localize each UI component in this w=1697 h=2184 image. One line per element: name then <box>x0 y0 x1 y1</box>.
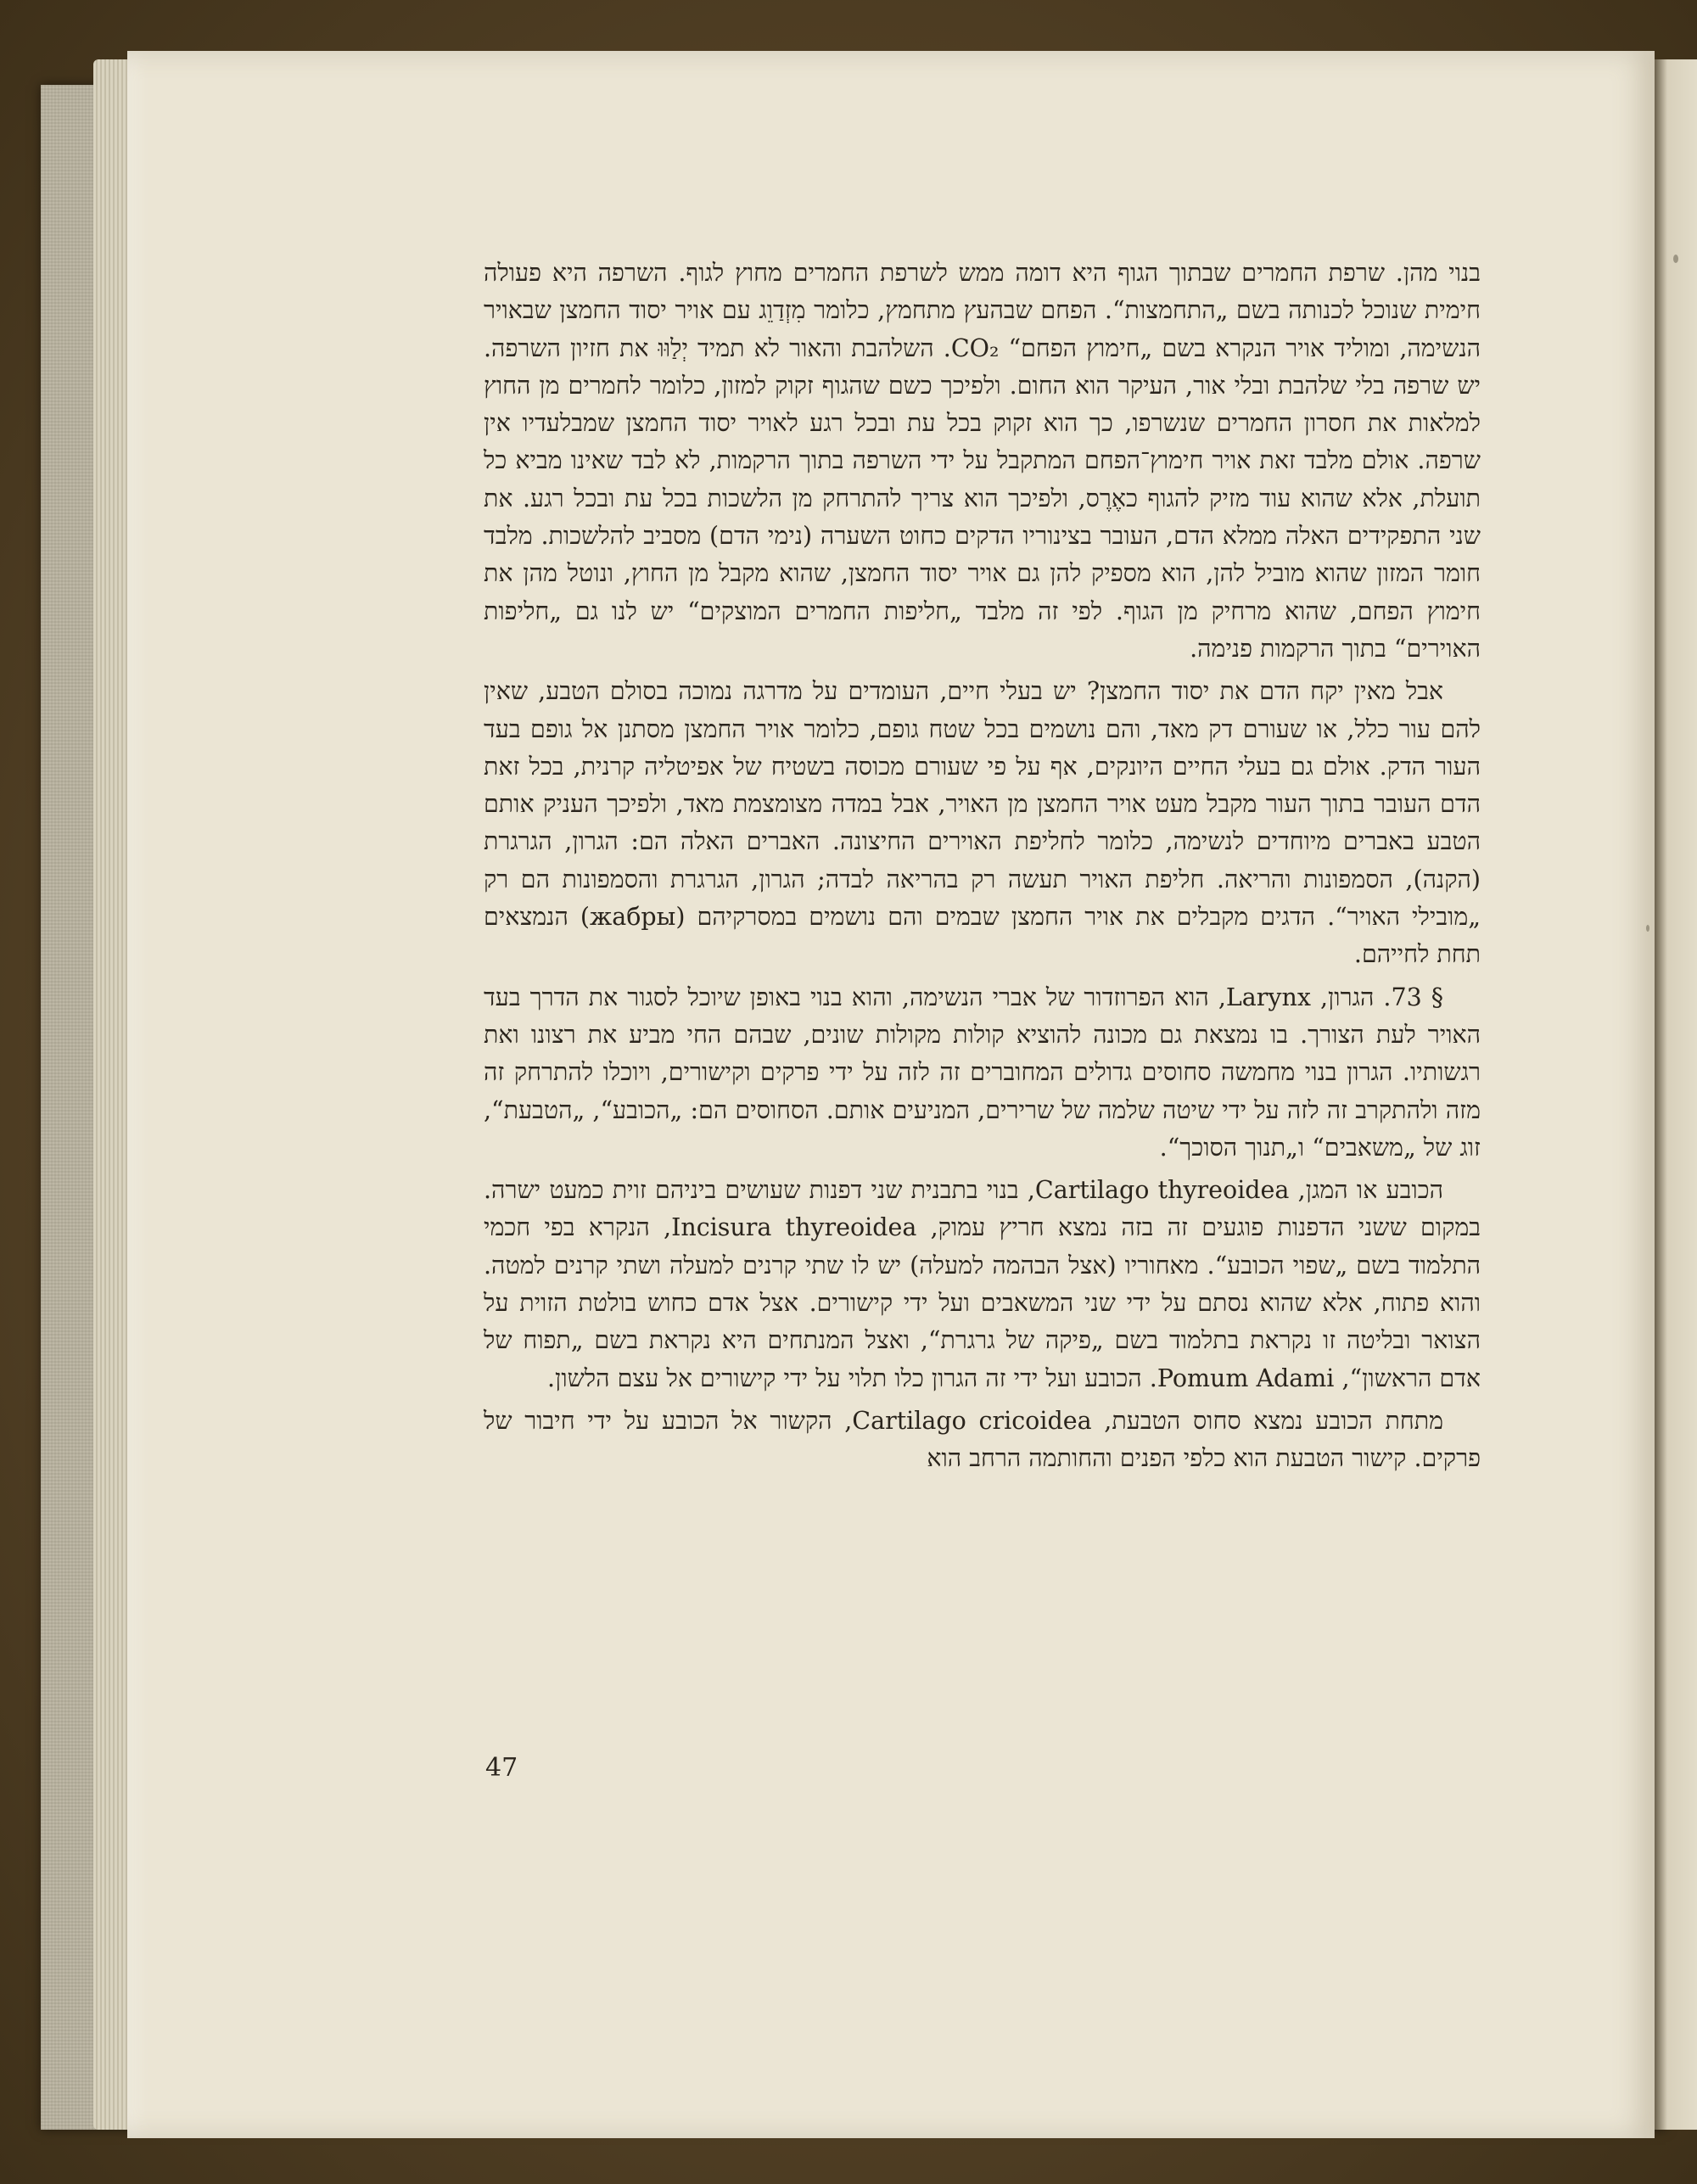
page-number: 47 <box>485 1753 518 1783</box>
paper-speck <box>1673 255 1678 263</box>
paragraph-5: מתחת הכובע נמצא סחוס הטבעת, Cartilago cricoidea, הקשור אל הכובע על ידי חיבור של פרקים. קישור הטבעת הוא כלפי הפנים והחותמה הרחב הוא <box>484 1406 1481 1473</box>
paragraph-1: בנוי מהן. שרפת החמרים שבתוך הגוף היא דומה ממש לשרפת החמרים מחוץ לגוף. השרפה היא פעולה חימית שנוכל לכנותה בשם „התחמצות“. הפחם שבהעץ מתחמץ, כלומר מִזְדַוֵג עם אויר יסוד החמצן שבאויר הנשימה, ומוליד אויר הנקרא בשם „חימוץ הפחם“ CO₂. השלהבת והאור לא תמיד יְלַוּוּ את חזיון השרפה. יש שרפה בלי שלהבת ובלי אור, העיקר הוא החום. ולפיכך כשם שהגוף זקוק למזון, כלומר לחמרים מן החוץ למלאות את חסרון החמרים שנשרפו, כך הוא זקוק בכל עת ובכל רגע לאויר יסוד החמצן שמבלעדיו אין שרפה. אולם מלבד זאת אויר חימוץ־הפחם המתקבל על ידי השרפה בתוך הרקמות, לא לבד שאינו מביא כל תועלת, אלא שהוא עוד מזיק להגוף כאֶרֶס, ולפיכך הוא צריך להתרחק מן הלשכות בכל עת ובכל רגע. את שני התפקידים האלה ממלא הדם, העובר בצינוריו הדקים כחוט השערה (נימי הדם) מסביב להלשכות. מלבד חומר המזון שהוא מוביל להן, הוא מספיק להן גם אויר יסוד החמצן, שהוא מקבל מן החוץ, ונוטל מהן את חימוץ הפחם, שהוא מרחיק מן הגוף. לפי זה מלבד „חליפות החמרים המוצקים“ יש לנו גם „חליפות האוירים“ בתוך הרקמות פנימה. <box>484 259 1481 663</box>
facing-page-edge <box>1655 59 1697 2130</box>
paper-speck <box>1646 925 1649 932</box>
paragraph-3-section-73: § 73. הגרון, Larynx, הוא הפרוזדור של אברי הנשימה, והוא בנוי באופן שיוכל לסגור את הדרך בעד האויר לעת הצורך. בו נמצאת גם מכונה להוציא קולות מקולות שונים, שבהם החי מביע את רצונו ואת רגשותיו. הגרון בנוי מחמשה סחוסים גדולים המחוברים זה לזה על ידי פרקים וקישורים, ויוכלו להתרחק זה מזה ולהתקרב זה לזה על ידי שיטה שלמה של שרירים, המניעים אותם. הסחוסים הם: „הכובע“, „הטבעת“, זוג של „משאבים“ ו„תנוך הסוכך“. <box>484 983 1481 1162</box>
paragraph-4: הכובע או המגן, Cartilago thyreoidea, בנוי בתבנית שני דפנות שעושים ביניהם זוית כמעט ישרה. במקום ששני הדפנות פוגעים זה בזה נמצא חריץ עמוק, Incisura thyreoidea, הנקרא בפי חכמי התלמוד בשם „שפוי הכובע“. מאחוריו (אצל הבהמה למעלה) יש לו שתי קרנים למעלה ושתי קרנים למטה. והוא פתוח, אלא שהוא נסתם על ידי שני המשאבים ועל ידי קישורים. אצל אדם כחוש בולטת הזוית על הצואר ובליטה זו נקראת בתלמוד בשם „פיקה של גרגרת“, ואצל המנתחים היא נקראת בשם „תפוח של אדם הראשון“, Pomum Adami. הכובע ועל ידי זה הגרון כלו תלוי על ידי קישורים אל עצם הלשון. <box>484 1176 1481 1392</box>
body-text <box>484 255 1481 1478</box>
paragraph-2: אבל מאין יקח הדם את יסוד החמצן? יש בעלי חיים, העומדים על מדרגה נמוכה בסולם הטבע, שאין להם עור כלל, או שעורם דק מאד, והם נושמים בכל שטח גופם, כלומר אויר החמצן מסתנן אל גופם בעד העור הדק. אולם גם בעלי החיים היונקים, אף על פי שעורם מכוסה בשטיח של אפיטליה קרנית, בכל זאת הדם העובר בתוך העור מקבל מעט אויר החמצן מן האויר, אבל במדה מצומצמת מאד, ולפיכך העניק אותם הטבע באברים מיוחדים לנשימה, כלומר לחליפת האוירים החיצונה. האברים האלה הם: הגרון, הגרגרת (הקנה), הסמפונות והריאה. חליפת האויר תעשה רק בהריאה לבדה; הגרון, הגרגרת והסמפונות הם רק „מובילי האויר“. הדגים מקבלים את אויר החמצן שבמים והם נושמים במסרקיהם (жабры) הנמצאים תחת לחייהם. <box>484 677 1481 969</box>
